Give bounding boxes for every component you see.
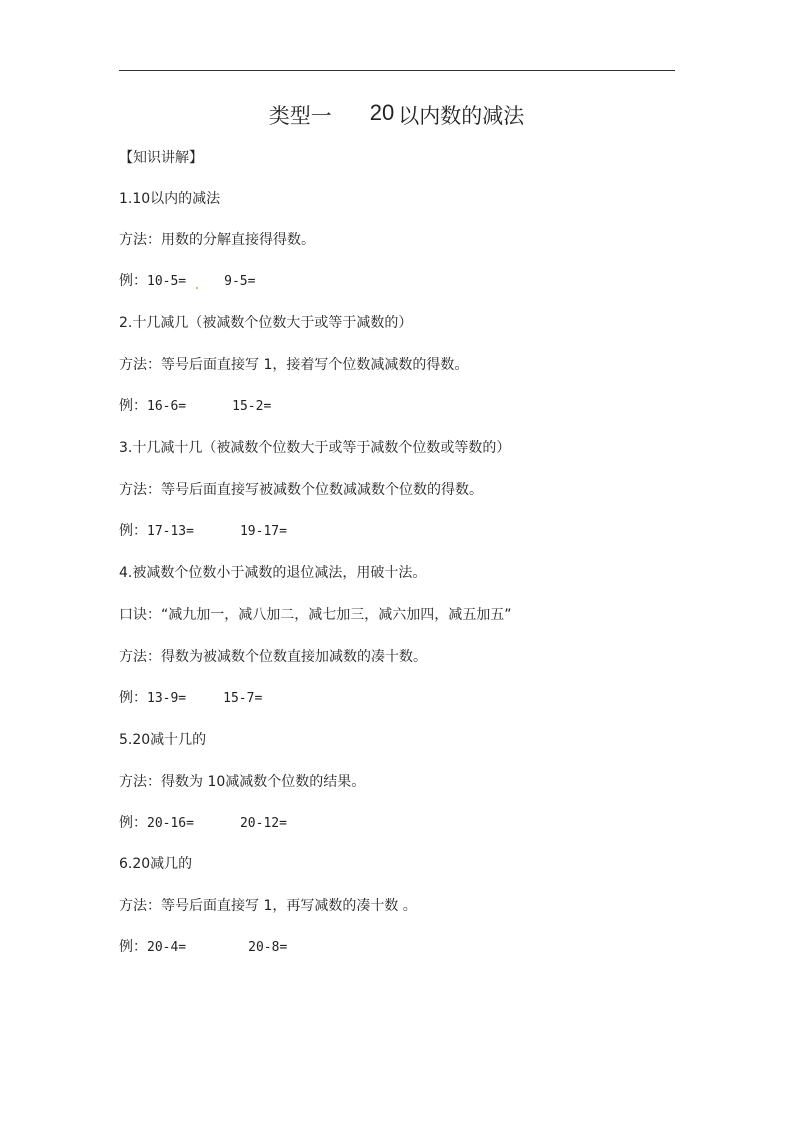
section-2-method: 方法：等号后面直接写 1，接着写个位数减减数的得数。 [119, 357, 469, 373]
stray-mark [196, 287, 198, 289]
example-2: 20-12= [239, 816, 287, 831]
example-1: 16-6= [147, 399, 187, 414]
example-2: 19-17= [239, 524, 287, 539]
knowledge-header: 【知识讲解】 [119, 150, 203, 166]
example-1: 20-4= [147, 940, 187, 955]
example-label: 例： [119, 398, 147, 414]
section-5-heading: 5.20减十几的 [119, 732, 207, 748]
example-label: 例： [119, 939, 147, 955]
section-6-example [119, 938, 287, 957]
title-part1: 类型一 [268, 104, 332, 128]
section-4-example [119, 689, 262, 708]
section-6-heading: 6.20减几的 [119, 856, 193, 872]
example-label: 例： [119, 815, 147, 831]
example-1: 20-16= [147, 816, 194, 831]
section-1-example [119, 272, 255, 291]
section-1-method: 方法：用数的分解直接得得数。 [119, 232, 315, 248]
section-2-example [119, 397, 271, 416]
section-6-method: 方法：等号后面直接写 1，再写减数的凑十数 。 [119, 898, 417, 914]
section-1-heading: 1.10以内的减法 [119, 191, 221, 207]
section-4-heading: 4.被减数个位数小于减数的退位减法，用破十法。 [119, 565, 427, 581]
example-1: 17-13= [147, 524, 194, 539]
section-3-method: 方法：等号后面直接写被减数个位数减减数个位数的得数。 [119, 482, 483, 498]
header-rule [119, 70, 675, 71]
example-2: 15-2= [232, 399, 272, 414]
title-number: 20 [369, 100, 395, 125]
page-title [0, 100, 793, 130]
example-1: 13-9= [147, 691, 187, 706]
example-label: 例： [119, 273, 147, 289]
section-2-heading: 2.十几减几（被减数个位数大于或等于减数的） [119, 315, 413, 331]
title-part2: 以内数的减法 [398, 104, 525, 128]
section-5-example [119, 814, 287, 833]
example-2: 9-5= [224, 274, 256, 289]
section-5-method: 方法：得数为 10减减数个位数的结果。 [119, 774, 366, 790]
example-2: 15-7= [223, 691, 263, 706]
example-label: 例： [119, 523, 147, 539]
section-3-heading: 3.十几减十几（被减数个位数大于或等于减数个位数或等数的） [119, 440, 511, 456]
section-4-method: 方法：得数为被减数个位数直接加减数的凑十数。 [119, 649, 427, 665]
section-3-example [119, 522, 287, 541]
example-1: 10-5= [147, 274, 187, 289]
section-4-formula: 口诀：“减九加一，减八加二，减七加三，减六加四，减五加五” [119, 607, 512, 623]
example-2: 20-8= [248, 940, 288, 955]
example-label: 例： [119, 690, 147, 706]
